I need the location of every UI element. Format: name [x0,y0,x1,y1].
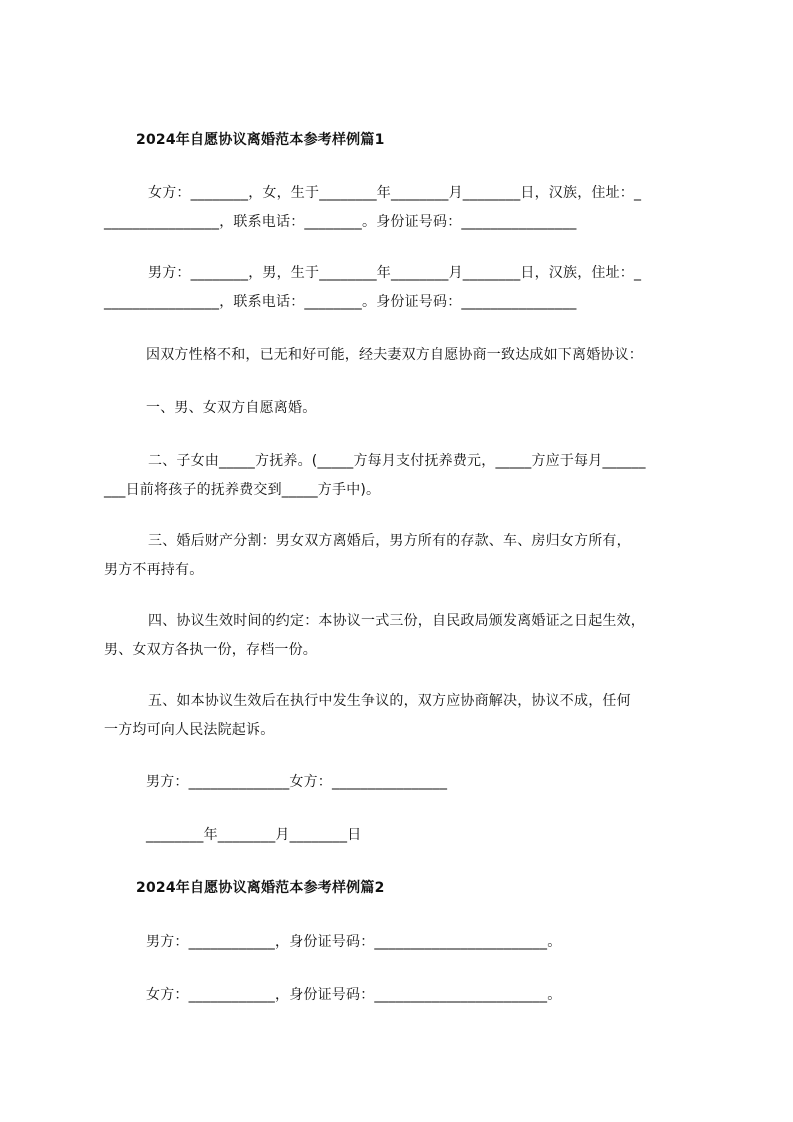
date-line: ________年________月________日 [146,827,362,843]
clause-3-line1: 三、婚后财产分割：男女双方离婚后，男方所有的存款、车、房归女方所有， [148,533,631,549]
clause-2-line1: 二、子女由_____方抚养。(_____方每月支付抚养费元，_____方应于每月______ [148,453,646,469]
husband-info-line1: 男方：________，男，生于________年________月________日，汉族，住址：_ [148,265,642,281]
clause-5-line1: 五、如本协议生效后在执行中发生争议的，双方应协商解决，协议不成，任何 [148,693,631,709]
wife-info-line1: 女方：________，女，生于________年________月________日，汉族，住址：_ [148,185,642,201]
clause-2-line2: ___日前将孩子的抚养费交到_____方手中)。 [104,482,381,498]
section1-title: 2024年自愿协议离婚范本参考样例篇1 [136,132,385,148]
section2-husband-line: 男方：____________，身份证号码：________________________。 [146,934,562,950]
section2-title: 2024年自愿协议离婚范本参考样例篇2 [136,880,385,896]
clause-4-line1: 四、协议生效时间的约定：本协议一式三份，自民政局颁发离婚证之日起生效， [148,613,645,629]
clause-1: 一、男、女双方自愿离婚。 [146,400,317,416]
clause-3-line2: 男方不再持有。 [104,562,204,578]
husband-info-line2: ________________，联系电话：________。身份证号码：________________ [104,294,577,310]
clause-4-line2: 男、女双方各执一份，存档一份。 [104,642,317,658]
wife-info-line2: ________________，联系电话：________。身份证号码：________________ [104,214,577,230]
agreement-intro: 因双方性格不和，已无和好可能，经夫妻双方自愿协商一致达成如下离婚协议： [146,347,643,363]
section2-wife-line: 女方：____________，身份证号码：________________________。 [146,987,562,1003]
clause-5-line2: 一方均可向人民法院起诉。 [104,722,275,738]
signature-line: 男方：______________女方：________________ [146,774,448,790]
